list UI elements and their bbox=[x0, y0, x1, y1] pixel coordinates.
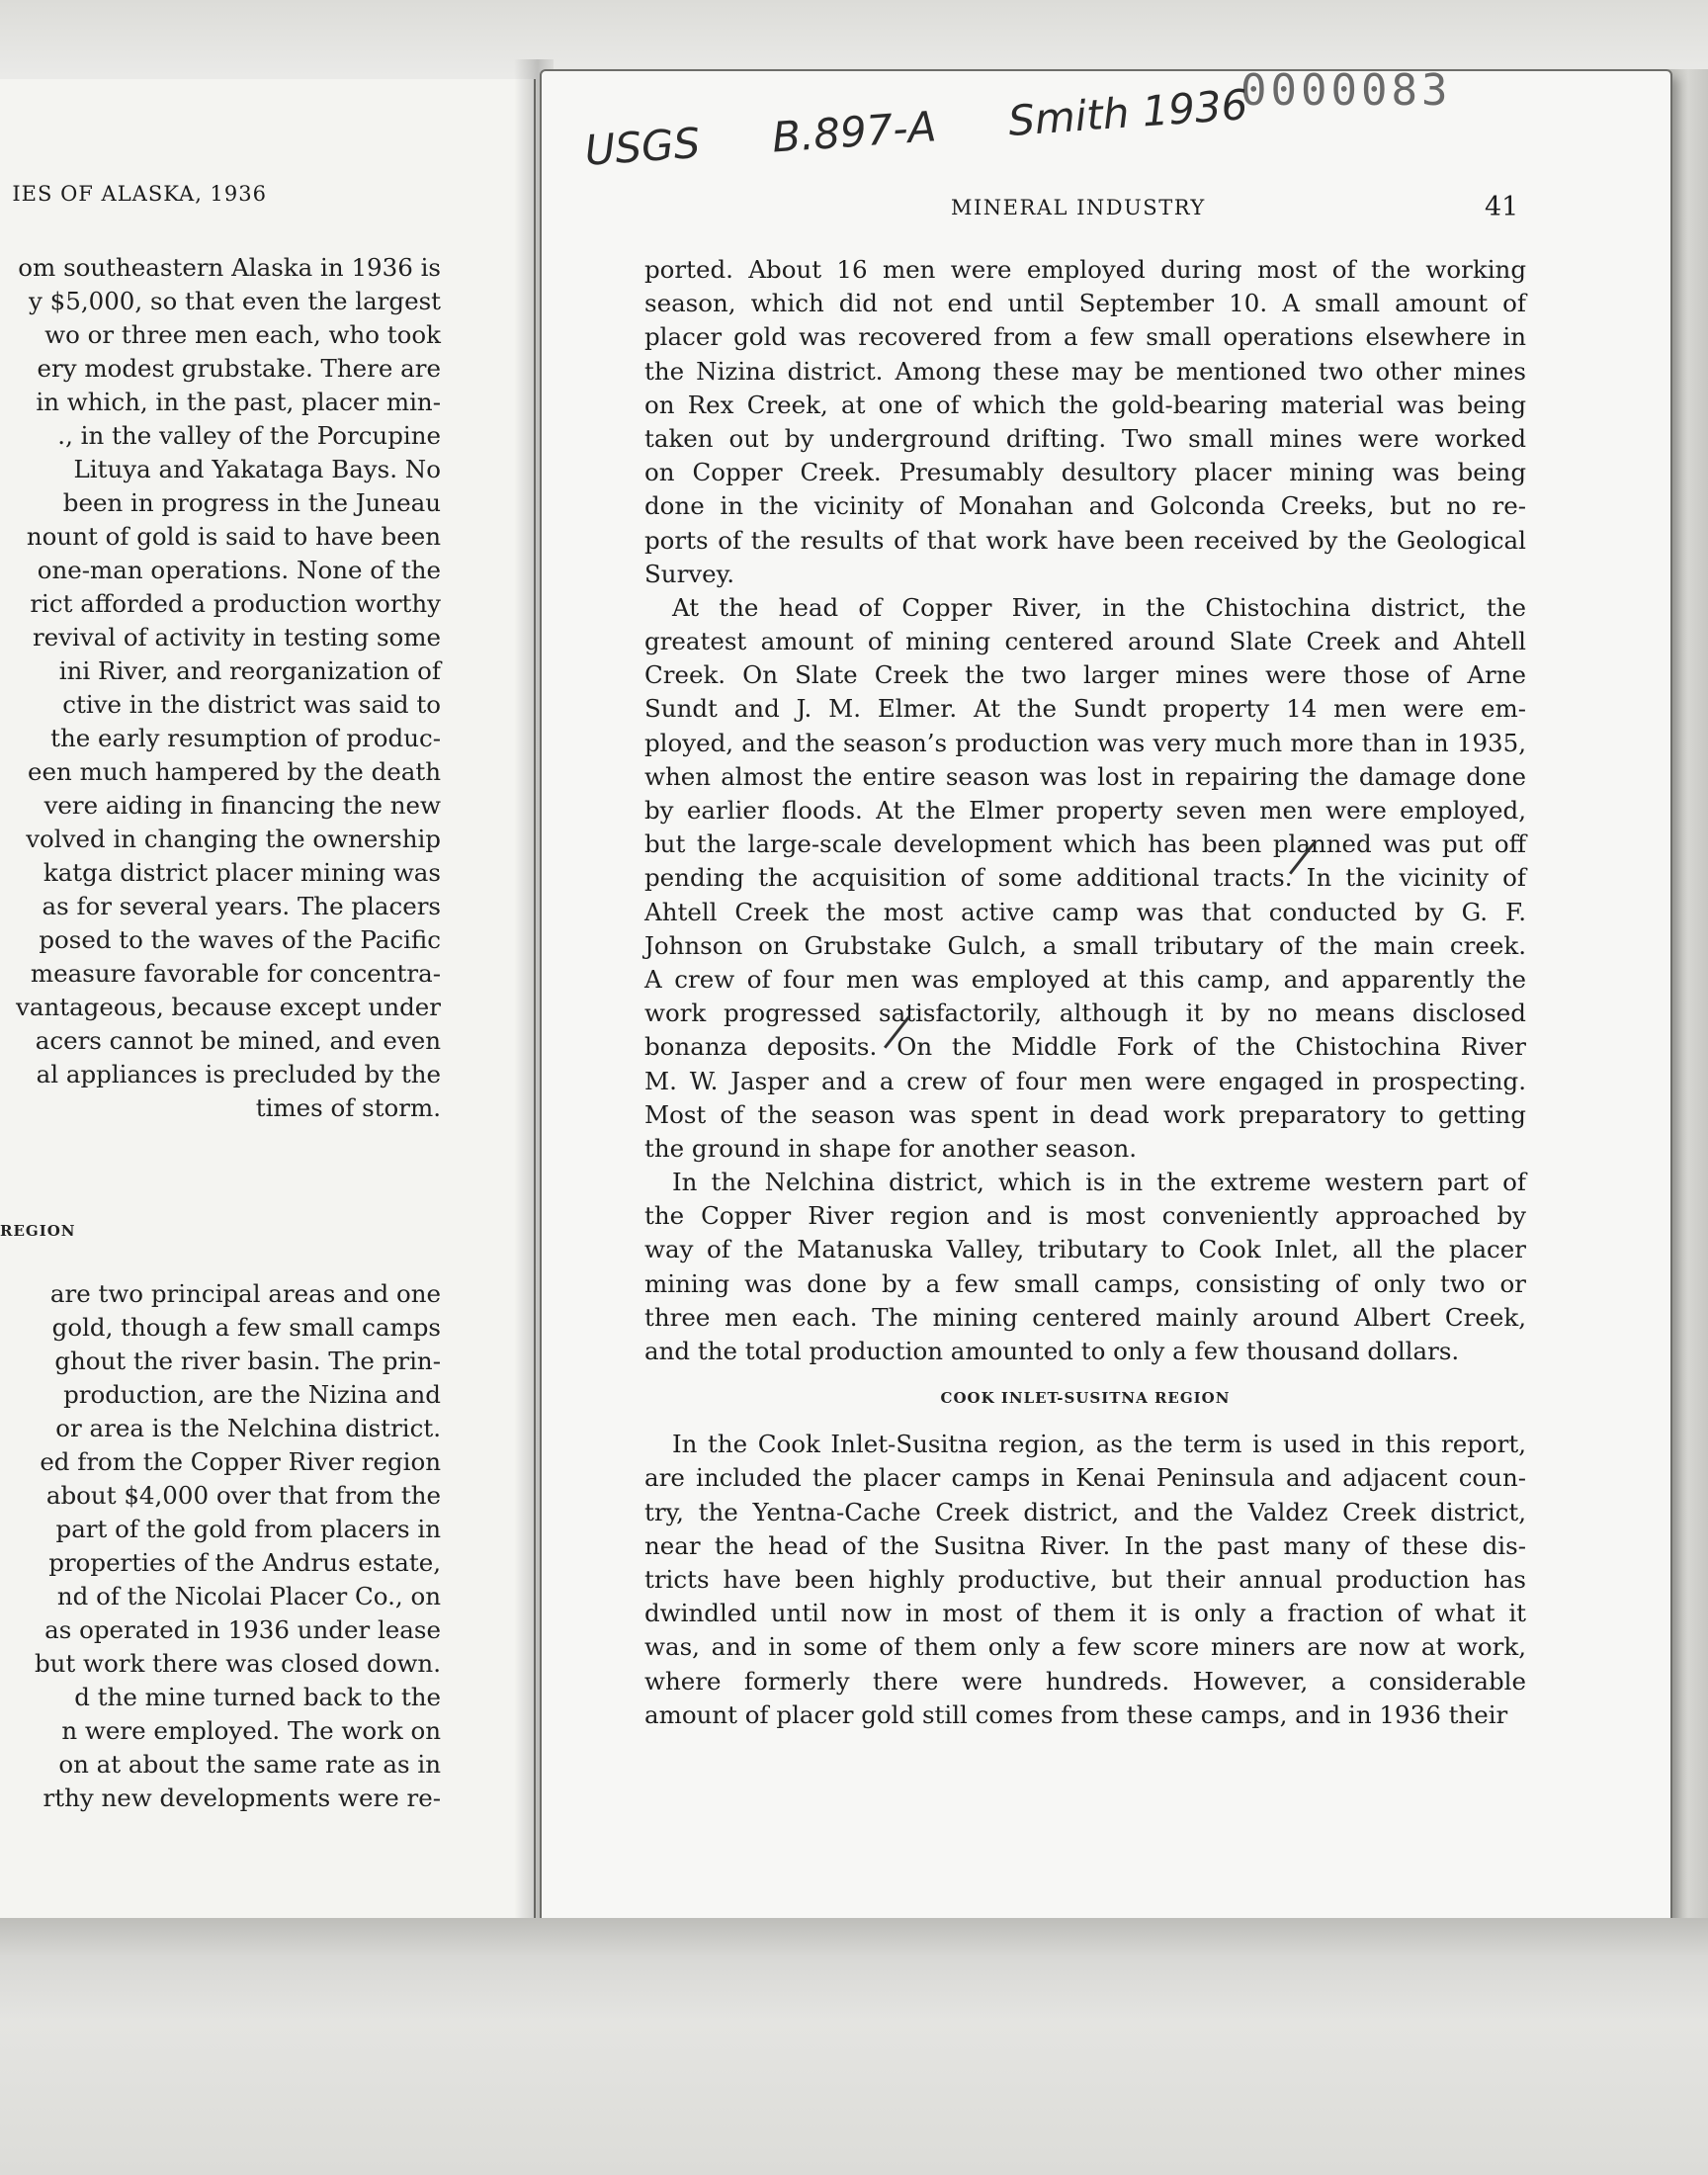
text-line: acers cannot be mined, and even bbox=[35, 1026, 441, 1055]
text-line: was, and in some of them only a few score miners are now at work, bbox=[644, 1632, 1526, 1662]
text-line: bonanza deposits. On the Middle Fork of the Chistochina River bbox=[644, 1032, 1526, 1062]
text-line: gold, though a few small camps bbox=[51, 1313, 441, 1342]
text-line: katga district placer mining was bbox=[43, 858, 441, 887]
text-line: the ground in shape for another season. bbox=[644, 1133, 1138, 1163]
text-line: amount of placer gold still comes from these camps, and in 1936 their bbox=[644, 1699, 1508, 1729]
text-line: on at about the same rate as in bbox=[58, 1750, 441, 1779]
text-line: A crew of four men was employed at this camp, and apparently the bbox=[644, 964, 1526, 994]
paragraph-4 bbox=[644, 1428, 1526, 1732]
text-line: Most of the season was spent in dead work preparatory to getting bbox=[644, 1099, 1526, 1129]
text-line: wo or three men each, who took bbox=[44, 320, 441, 349]
text-line: Lituya and Yakataga Bays. No bbox=[73, 455, 441, 483]
text-line: been in progress in the Juneau bbox=[62, 488, 441, 517]
text-line: the Copper River region and is most conveniently approached by bbox=[644, 1201, 1526, 1231]
text-line: taken out by underground drifting. Two small mines were worked bbox=[644, 423, 1526, 453]
left-page-text-2 bbox=[0, 1277, 441, 1815]
text-line: about $4,000 over that from the bbox=[45, 1481, 441, 1510]
text-line: ed from the Copper River region bbox=[40, 1447, 441, 1476]
text-line: done in the vicinity of Monahan and Golconda Creeks, but no re- bbox=[644, 491, 1526, 521]
text-line: by earlier floods. At the Elmer property seven men were employed, bbox=[644, 796, 1526, 825]
text-line: In the Cook Inlet-Susitna region, as the term is used in this report, bbox=[672, 1430, 1526, 1459]
left-subheading: REGION bbox=[0, 1222, 76, 1240]
text-line: when almost the entire season was lost in repairing the damage done bbox=[644, 761, 1526, 791]
text-line: ghout the river basin. The prin- bbox=[54, 1347, 441, 1375]
text-line: een much hampered by the death bbox=[28, 757, 441, 786]
text-line: the Nizina district. Among these may be mentioned two other mines bbox=[644, 356, 1526, 386]
text-line: greatest amount of mining centered around Slate Creek and Ahtell bbox=[644, 627, 1526, 656]
text-line: Survey. bbox=[644, 559, 734, 588]
text-line: vere aiding in financing the new bbox=[43, 791, 441, 820]
text-line: ports of the results of that work have been received by the Geological bbox=[644, 525, 1526, 555]
text-line: ctive in the district was said to bbox=[62, 690, 441, 719]
text-line: but the large-scale development which has been planned was put off bbox=[644, 829, 1526, 859]
text-line: production, are the Nizina and bbox=[63, 1380, 441, 1409]
text-line: n were employed. The work on bbox=[61, 1716, 441, 1745]
text-line: Creek. On Slate Creek the two larger mines were those of Arne bbox=[644, 660, 1526, 690]
text-line: measure favorable for concentra- bbox=[30, 959, 441, 988]
text-line: rict afforded a production worthy bbox=[30, 589, 441, 618]
text-line: ., in the valley of the Porcupine bbox=[57, 421, 441, 450]
text-line: but work there was closed down. bbox=[34, 1649, 441, 1678]
text-line: pending the acquisition of some additional tracts. In the vicinity of bbox=[644, 863, 1526, 893]
text-line: volved in changing the ownership bbox=[26, 825, 441, 853]
running-head: MINERAL INDUSTRY bbox=[951, 196, 1206, 219]
text-line: ployed, and the season’s production was very much more than in 1935, bbox=[644, 728, 1526, 757]
text-line: as for several years. The placers bbox=[42, 892, 441, 920]
section-heading: COOK INLET-SUSITNA REGION bbox=[940, 1389, 1231, 1408]
text-line: one-man operations. None of the bbox=[37, 556, 441, 584]
text-line: Ahtell Creek the most active camp was that conducted by G. F. bbox=[644, 897, 1526, 926]
text-line: nount of gold is said to have been bbox=[26, 522, 441, 551]
text-line: and the total production amounted to only a few thousand dollars. bbox=[644, 1337, 1460, 1365]
text-line: mining was done by a few small camps, consisting of only two or bbox=[644, 1268, 1526, 1298]
text-line: posed to the waves of the Pacific bbox=[39, 925, 441, 954]
page-number: 41 bbox=[1485, 192, 1519, 222]
text-line: three men each. The mining centered mainly around Albert Creek, bbox=[644, 1302, 1526, 1332]
text-line: times of storm. bbox=[255, 1093, 441, 1122]
handwritten-source: USGS bbox=[583, 118, 702, 175]
text-line: are two principal areas and one bbox=[49, 1279, 441, 1308]
document-stamp-number: 0000083 bbox=[1240, 65, 1452, 116]
left-page-text-1 bbox=[0, 251, 441, 1125]
text-line: way of the Matanuska Valley, tributary to Cook Inlet, all the placer bbox=[644, 1235, 1526, 1264]
paragraph-3 bbox=[644, 1166, 1526, 1368]
text-line: revival of activity in testing some bbox=[32, 623, 441, 652]
text-line: M. W. Jasper and a crew of four men were engaged in prospecting. bbox=[644, 1066, 1526, 1095]
text-line: work progressed satisfactorily, although it by no means disclosed bbox=[644, 999, 1526, 1028]
text-line: are included the placer camps in Kenai Peninsula and adjacent coun- bbox=[644, 1463, 1526, 1493]
text-line: In the Nelchina district, which is in the extreme western part of bbox=[672, 1168, 1526, 1197]
paragraph-2 bbox=[644, 591, 1526, 1166]
text-line: tricts have been highly productive, but their annual production has bbox=[644, 1564, 1526, 1594]
text-line: on Copper Creek. Presumably desultory placer mining was being bbox=[644, 458, 1526, 487]
text-line: ini River, and reorganization of bbox=[58, 656, 441, 685]
left-running-head: IES OF ALASKA, 1936 bbox=[12, 182, 267, 206]
left-page bbox=[0, 79, 536, 1938]
right-page-edge bbox=[1668, 69, 1708, 1938]
text-line: near the head of the Susitna River. In the past many of these dis- bbox=[644, 1530, 1526, 1560]
text-line: At the head of Copper River, in the Chistochina district, the bbox=[672, 592, 1526, 622]
handwritten-bulletin: B.897-A bbox=[770, 102, 938, 162]
right-page-body bbox=[644, 253, 1526, 1732]
text-line: om southeastern Alaska in 1936 is bbox=[18, 253, 441, 282]
text-line: al appliances is precluded by the bbox=[36, 1060, 441, 1088]
paragraph-1 bbox=[644, 253, 1526, 591]
text-line: the early resumption of produc- bbox=[50, 724, 441, 752]
text-line: on Rex Creek, at one of which the gold-bearing material was being bbox=[644, 390, 1526, 419]
scan-bottom-shadow bbox=[0, 1918, 1708, 2175]
text-line: d the mine turned back to the bbox=[74, 1683, 441, 1711]
text-line: dwindled until now in most of them it is only a fraction of what it bbox=[644, 1599, 1526, 1628]
text-line: try, the Yentna-Cache Creek district, and the Valdez Creek district, bbox=[644, 1497, 1526, 1526]
text-line: ery modest grubstake. There are bbox=[37, 354, 441, 383]
text-line: Sundt and J. M. Elmer. At the Sundt property 14 men were em- bbox=[644, 694, 1526, 724]
text-line: vantageous, because except under bbox=[16, 993, 441, 1021]
text-line: season, which did not end until September 10. A small amount of bbox=[644, 289, 1526, 318]
text-line: in which, in the past, placer min- bbox=[36, 388, 441, 416]
text-line: placer gold was recovered from a few small operations elsewhere in bbox=[644, 322, 1526, 352]
text-line: properties of the Andrus estate, bbox=[48, 1548, 441, 1577]
text-line: where formerly there were hundreds. However, a considerable bbox=[644, 1666, 1526, 1696]
text-line: nd of the Nicolai Placer Co., on bbox=[56, 1582, 441, 1610]
text-line: or area is the Nelchina district. bbox=[55, 1414, 441, 1442]
text-line: rthy new developments were re- bbox=[43, 1784, 441, 1812]
text-line: as operated in 1936 under lease bbox=[44, 1615, 441, 1644]
handwritten-author-year: Smith 1936 bbox=[1006, 80, 1249, 145]
text-line: part of the gold from placers in bbox=[55, 1515, 441, 1543]
text-line: Johnson on Grubstake Gulch, a small tributary of the main creek. bbox=[644, 930, 1526, 960]
text-line: y $5,000, so that even the largest bbox=[29, 287, 441, 315]
text-line: ported. About 16 men were employed during most of the working bbox=[644, 255, 1526, 284]
